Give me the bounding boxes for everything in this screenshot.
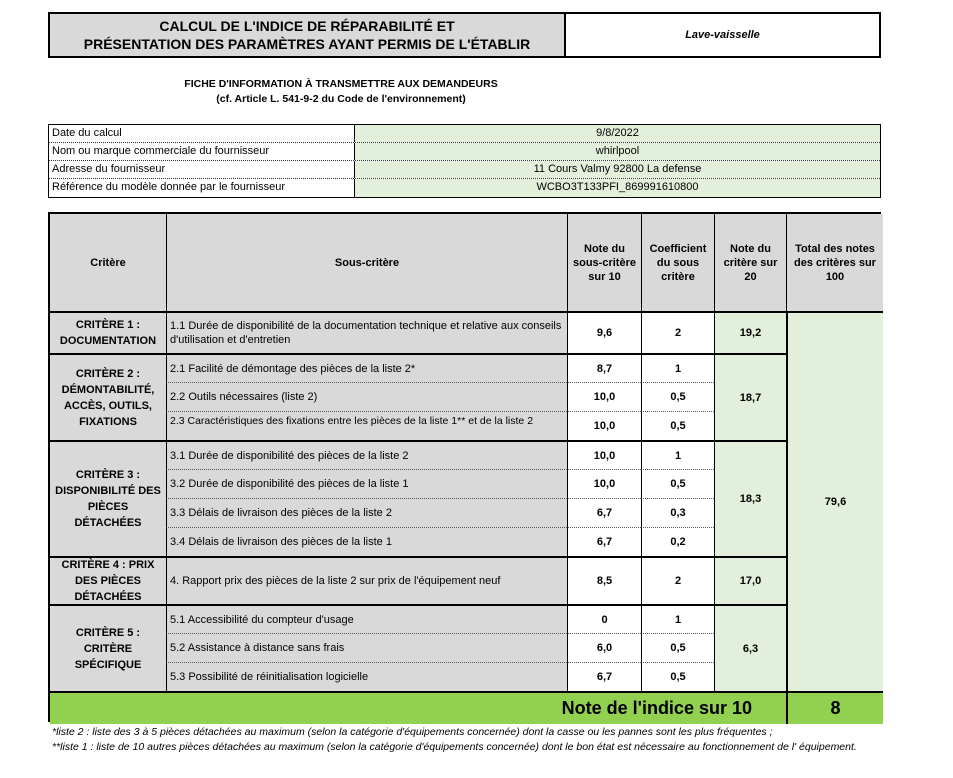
subcriterion-label: 3.2 Durée de disponibilité des pièces de la liste 1 (166, 469, 567, 498)
subcriterion-label: 4. Rapport prix des pièces de la liste 2 sur prix de l'équipement neuf (166, 556, 567, 604)
subcriterion-label: 2.3 Caractéristiques des fixations entre les pièces de la liste 1** et de la liste 2 (166, 411, 567, 440)
subcriterion-note: 8,5 (567, 556, 641, 604)
criterion-5-score: 6,3 (714, 604, 786, 691)
subtitle-line-1: FICHE D'INFORMATION À TRANSMETTRE AUX DEMANDEURS (184, 78, 498, 90)
subcriterion-coef: 0,3 (641, 498, 714, 527)
header-note-sous-critere: Note du sous-critère sur 10 (567, 214, 641, 311)
footnote-liste-1: **liste 1 : liste de 10 autres pièces détachées au maximum (selon la catégorie d'équipements concernée) dont le bon état est nécessaire au fonctionnement de l' équipement. (52, 741, 857, 753)
subcriterion-note: 9,6 (567, 311, 641, 353)
subcriterion-coef: 0,5 (641, 662, 714, 691)
header-sous-critere: Sous-critère (166, 214, 567, 311)
info-row-address (49, 161, 880, 179)
criterion-2-name: CRITÈRE 2 : DÉMONTABILITÉ, ACCÈS, OUTILS, FIXATIONS (50, 353, 166, 440)
subcriterion-label: 5.3 Possibilité de réinitialisation logicielle (166, 662, 567, 691)
subcriterion-note: 10,0 (567, 411, 641, 440)
footnote-liste-2: *liste 2 : liste des 3 à 5 pièces détachées au maximum (selon la catégorie d'équipements concernée) dont la casse ou les pannes sont les plus fréquentes ; (52, 726, 773, 738)
subcriterion-coef: 2 (641, 556, 714, 604)
total-score: 79,6 (786, 311, 883, 691)
criterion-2-score: 18,7 (714, 353, 786, 440)
criterion-3-score: 18,3 (714, 440, 786, 556)
subcriterion-note: 6,0 (567, 633, 641, 662)
subcriterion-label: 1.1 Durée de disponibilité de la documentation technique et relative aux conseils d'utilisation et d'entretien (166, 311, 567, 353)
subcriterion-note: 6,7 (567, 527, 641, 556)
document-title (48, 12, 566, 58)
header-note-critere: Note du critère sur 20 (714, 214, 786, 311)
subcriterion-label: 2.2 Outils nécessaires (liste 2) (166, 382, 567, 411)
subcriterion-label: 2.1 Facilité de démontage des pièces de la liste 2* (166, 353, 567, 382)
subcriterion-note: 8,7 (567, 353, 641, 382)
subtitle-line-2: (cf. Article L. 541-9-2 du Code de l'environnement) (216, 93, 466, 105)
subcriterion-note: 10,0 (567, 440, 641, 469)
subcriterion-coef: 2 (641, 311, 714, 353)
subcriterion-coef: 0,5 (641, 382, 714, 411)
info-label: Nom ou marque commerciale du fournisseur (49, 143, 355, 160)
subcriterion-coef: 1 (641, 440, 714, 469)
subcriterion-label: 3.3 Délais de livraison des pièces de la liste 2 (166, 498, 567, 527)
subcriterion-note: 10,0 (567, 469, 641, 498)
subcriterion-note: 0 (567, 604, 641, 633)
header-coefficient: Coefficient du sous critère (641, 214, 714, 311)
subcriterion-note: 6,7 (567, 498, 641, 527)
subcriterion-note: 6,7 (567, 662, 641, 691)
subcriterion-coef: 0,5 (641, 633, 714, 662)
info-value: 11 Cours Valmy 92800 La defense (355, 161, 880, 178)
subcriterion-label: 3.1 Durée de disponibilité des pièces de la liste 2 (166, 440, 567, 469)
criterion-1-score: 19,2 (714, 311, 786, 353)
subcriterion-label: 5.2 Assistance à distance sans frais (166, 633, 567, 662)
info-row-model (49, 179, 880, 197)
subcriterion-label: 3.4 Délais de livraison des pièces de la liste 1 (166, 527, 567, 556)
criterion-3-name: CRITÈRE 3 : DISPONIBILITÉ DES PIÈCES DÉTACHÉES (50, 440, 166, 556)
criterion-4-name: CRITÈRE 4 : PRIX DES PIÈCES DÉTACHÉES (50, 556, 166, 604)
info-label: Adresse du fournisseur (49, 161, 355, 178)
header-total: Total des notes des critères sur 100 (786, 214, 883, 311)
info-value: whirlpool (355, 143, 880, 160)
title-line-1: CALCUL DE L'INDICE DE RÉPARABILITÉ ET (159, 18, 455, 34)
info-value: WCBO3T133PFI_869991610800 (355, 179, 880, 197)
subcriterion-note: 10,0 (567, 382, 641, 411)
criterion-1-name: CRITÈRE 1 : DOCUMENTATION (50, 311, 166, 353)
info-value: 9/8/2022 (355, 125, 880, 142)
supplier-info-table (48, 124, 881, 198)
info-row-brand (49, 143, 880, 161)
subcriterion-coef: 1 (641, 353, 714, 382)
subcriterion-coef: 0,2 (641, 527, 714, 556)
product-type: Lave-vaisselle (564, 12, 881, 58)
subcriterion-coef: 0,5 (641, 411, 714, 440)
repairability-score-table (48, 212, 881, 722)
info-label: Date du calcul (49, 125, 355, 142)
title-line-2: PRÉSENTATION DES PARAMÈTRES AYANT PERMIS DE L'ÉTABLIR (83, 36, 531, 52)
subcriterion-coef: 1 (641, 604, 714, 633)
criterion-4-score: 17,0 (714, 556, 786, 604)
criterion-5-name: CRITÈRE 5 : CRITÈRE SPÉCIFIQUE (50, 604, 166, 691)
info-label: Référence du modèle donnée par le fournisseur (49, 179, 355, 197)
header-critere: Critère (50, 214, 166, 311)
info-row-date (49, 125, 880, 143)
index-label: Note de l'indice sur 10 (50, 691, 786, 724)
subcriterion-label: 5.1 Accessibilité du compteur d'usage (166, 604, 567, 633)
subcriterion-coef: 0,5 (641, 469, 714, 498)
index-score: 8 (786, 691, 883, 724)
